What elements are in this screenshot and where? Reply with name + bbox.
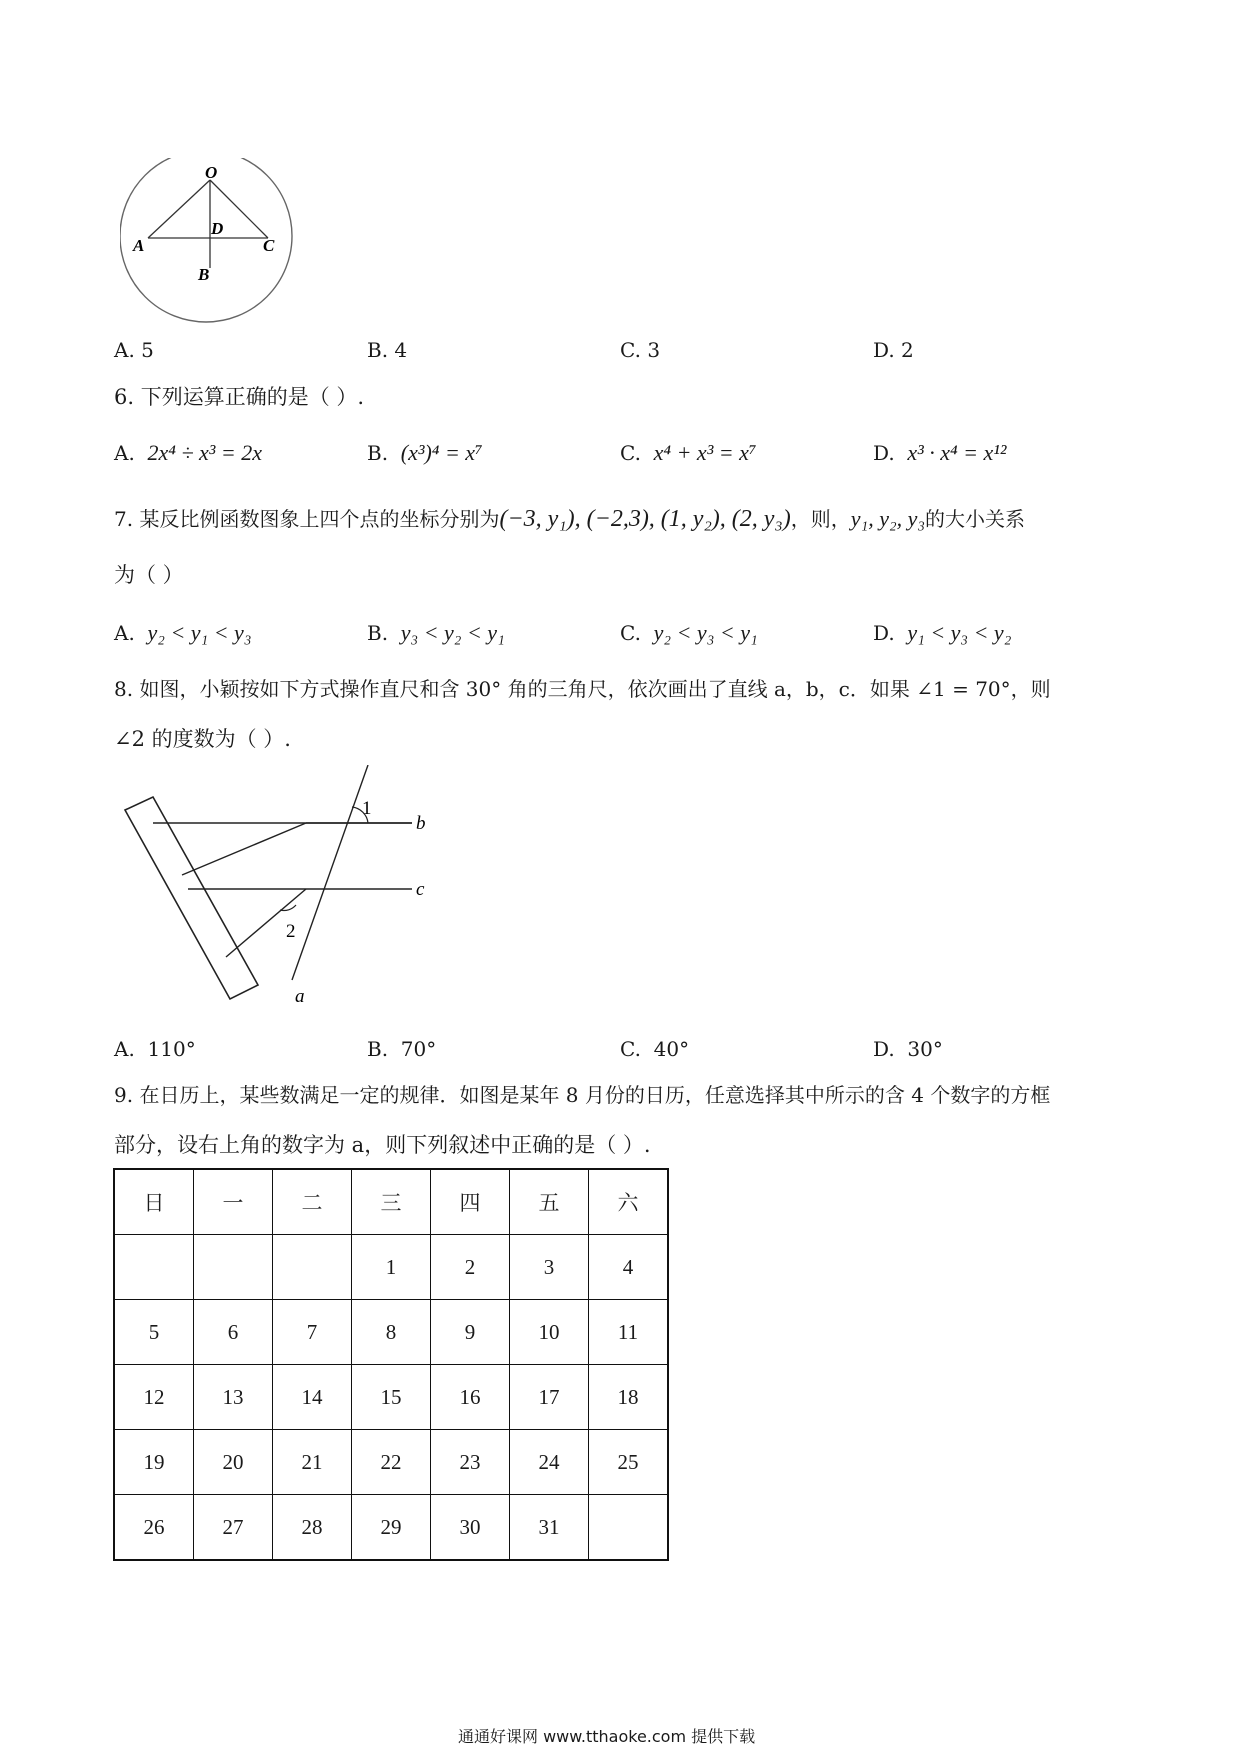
calendar-cell (589, 1495, 669, 1561)
calendar-cell: 28 (273, 1495, 352, 1561)
circle-figure (120, 158, 340, 330)
calendar-cell: 22 (352, 1430, 431, 1495)
calendar-header-cell: 五 (510, 1169, 589, 1235)
q7-option-b: B. y₃ < y₂ < y₁ (367, 620, 505, 645)
calendar-cell: 7 (273, 1300, 352, 1365)
calendar-cell: 13 (194, 1365, 273, 1430)
calendar-cell: 10 (510, 1300, 589, 1365)
calendar-cell: 21 (273, 1430, 352, 1495)
q8-option-a: A. 110° (114, 1037, 196, 1061)
q9-stem-line2: 部分，设右上角的数字为 a，则下列叙述中正确的是（ ）. (114, 1133, 651, 1157)
calendar-cell: 11 (589, 1300, 669, 1365)
q8-stem-line2: ∠2 的度数为（ ）. (114, 727, 291, 751)
calendar-cell (194, 1235, 273, 1300)
calendar-row (114, 1430, 668, 1495)
calendar-header-row (114, 1169, 668, 1235)
calendar-cell: 20 (194, 1430, 273, 1495)
calendar-header-cell: 一 (194, 1169, 273, 1235)
calendar-header-cell: 二 (273, 1169, 352, 1235)
calendar-cell: 9 (431, 1300, 510, 1365)
label-c: C (263, 236, 275, 255)
calendar-header-cell: 日 (114, 1169, 194, 1235)
calendar-cell: 3 (510, 1235, 589, 1300)
calendar-row (114, 1300, 668, 1365)
calendar-row (114, 1235, 668, 1300)
calendar-cell: 15 (352, 1365, 431, 1430)
q9-stem-line1: 9. 在日历上，某些数满足一定的规律．如图是某年 8 月份的日历，任意选择其中所示的含 4 个数字的方框 (114, 1083, 1051, 1107)
q8-option-d: D. 30° (873, 1037, 943, 1061)
q7-stem-line2: 为（ ） (114, 563, 184, 587)
line-a-label: a (295, 986, 305, 1007)
q8-option-c: C. 40° (620, 1037, 690, 1061)
calendar-cell: 27 (194, 1495, 273, 1561)
angle-2-label: 2 (286, 921, 296, 942)
calendar-cell: 23 (431, 1430, 510, 1495)
q6-option-b: B. (x³)⁴ = x⁷ (367, 440, 483, 465)
q6-stem: 6. 下列运算正确的是（ ）. (114, 385, 365, 409)
calendar-cell: 29 (352, 1495, 431, 1561)
calendar-cell: 25 (589, 1430, 669, 1495)
calendar-cell: 8 (352, 1300, 431, 1365)
calendar-cell: 1 (352, 1235, 431, 1300)
q5-option-a: A. 5 (114, 338, 154, 362)
calendar-cell: 24 (510, 1430, 589, 1495)
calendar-header-cell: 三 (352, 1169, 431, 1235)
calendar-cell: 6 (194, 1300, 273, 1365)
calendar-cell: 31 (510, 1495, 589, 1561)
calendar-table (113, 1168, 669, 1561)
q6-option-d: D. x³ · x⁴ = x¹² (873, 440, 1007, 465)
q7-option-d: D. y₁ < y₃ < y₂ (873, 620, 1012, 645)
line-b-label: b (416, 813, 426, 834)
calendar-cell: 18 (589, 1365, 669, 1430)
calendar-cell: 14 (273, 1365, 352, 1430)
page-footer: 通通好课网 www.tthaoke.com 提供下载 (458, 1727, 756, 1746)
calendar-cell: 26 (114, 1495, 194, 1561)
label-b: B (198, 265, 210, 284)
label-o: O (205, 163, 218, 182)
label-a: A (133, 236, 145, 255)
calendar-row (114, 1495, 668, 1561)
calendar-row (114, 1365, 668, 1430)
calendar-cell: 5 (114, 1300, 194, 1365)
calendar-cell: 2 (431, 1235, 510, 1300)
line-c-label: c (416, 879, 425, 900)
q6-option-a: A. 2x⁴ ÷ x³ = 2x (114, 440, 262, 465)
q5-option-c: C. 3 (620, 338, 661, 362)
q8-stem-line1: 8. 如图，小颖按如下方式操作直尺和含 30° 角的三角尺，依次画出了直线 a，b，c．如果 ∠1 = 70°，则 (114, 677, 1051, 701)
ruler-triangle-figure (110, 765, 450, 1015)
q5-option-b: B. 4 (367, 338, 408, 362)
q5-option-d: D. 2 (873, 338, 914, 362)
calendar-cell: 12 (114, 1365, 194, 1430)
angle-1-label: 1 (362, 798, 372, 819)
q7-option-c: C. y₂ < y₃ < y₁ (620, 620, 758, 645)
label-d: D (211, 219, 224, 238)
q6-option-c: C. x⁴ + x³ = x⁷ (620, 440, 757, 465)
calendar-cell: 16 (431, 1365, 510, 1430)
calendar-cell: 4 (589, 1235, 669, 1300)
calendar-cell (273, 1235, 352, 1300)
calendar-header-cell: 六 (589, 1169, 669, 1235)
q7-option-a: A. y₂ < y₁ < y₃ (114, 620, 252, 645)
q7-stem-line1: 7. 某反比例函数图象上四个点的坐标分别为(−3, y₁), (−2,3), (1, y₂), (2, y₃)，则，y₁, y₂, y₃的大小关系 (114, 506, 1026, 532)
calendar-header-cell: 四 (431, 1169, 510, 1235)
calendar-cell: 30 (431, 1495, 510, 1561)
calendar-cell: 19 (114, 1430, 194, 1495)
calendar-cell (114, 1235, 194, 1300)
calendar-cell: 17 (510, 1365, 589, 1430)
q8-option-b: B. 70° (367, 1037, 437, 1061)
